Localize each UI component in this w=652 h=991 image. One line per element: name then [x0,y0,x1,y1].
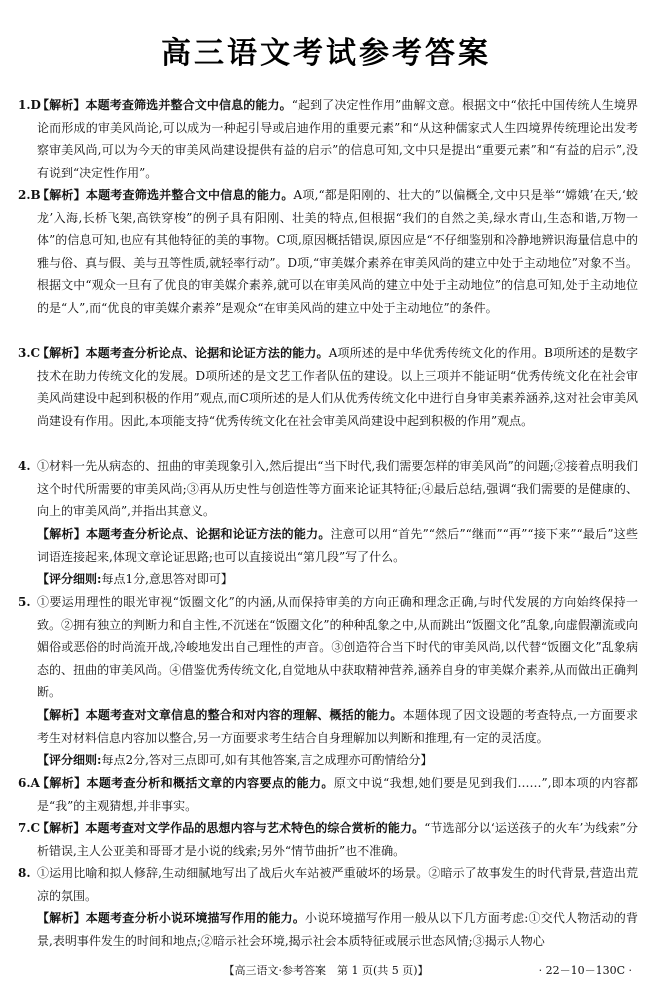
analysis-tag: 【解析】 [37,346,86,360]
scoring-note [18,568,638,591]
analysis-keypoint: 本题考查分析论点、论据和论证方法的能力。 [85,346,329,360]
answer-item [18,94,638,184]
answer-number: 2.B [18,188,41,202]
analysis-keypoint: 本题考查对文章信息的整合和对内容的理解、概括的能力。 [85,708,403,722]
analysis-note [18,704,638,749]
answer-item [18,342,638,455]
analysis-text: 小说环境描写作用一般从以下几方面考虑:①交代人物活动的背景,表明事件发生的时间和地点;②暗示社会环境,揭示社会本质特征或展示世态风情;③揭示人物心 [37,911,638,948]
answer-text: A项,“都是阳刚的、壮大的”以偏概全,文中只是举“‘嫦娥’在天,‘蛟龙’入海,长桥飞架,高铁穿梭”的例子具有阳刚、壮美的特点,但根据“我们的自然之美,绿水青山,生态和谐,万物一体”的信息可知,也应有其他特征的美的事物。C项,原因概括错误,原因应是“不仔细鉴别和冷静地辨识海量信息中的雅与俗、真与假、美与丑等性质,就轻率行动”。D项,“审美媒介素养在审美风尚的建立中处于主动地位”对象不当。根据文中“观众一旦有了优良的审美媒介素养,就可以在审美风尚的建立中处于主动地位”的信息可知,处于主动地位的是“人”,而“优良的审美媒介素养”是观众“在审美风尚的建立中处于主动地位”的条件。 [37,188,638,315]
scoring-text: 每点2分,答对三点即可,如有其他答案,言之成理亦可酌情给分】 [101,753,433,767]
analysis-tag: 【解析】 [37,911,86,925]
analysis-keypoint: 本题考查筛选并整合文中信息的能力。 [85,188,294,202]
answer-item [18,772,638,817]
answer-text: A项所述的是中华优秀传统文化的作用。B项所述的是数字技术在助力传统文化的发展。D项所述的是文艺工作者队伍的建设。以上三项并不能证明“优秀传统文化在社会审美风尚建设中起到积极的作用”观点,而C项所述的是人们从优秀传统文化中进行自身审美素养涵养,这对社会审美风尚建设有作用。因此,本项能支持“优秀传统文化在社会审美风尚建设中起到积极的作用”观点。 [37,346,638,428]
scoring-tag: 【评分细则: [37,753,102,767]
answer-item [18,591,638,704]
analysis-tag: 【解析】 [37,527,86,541]
answer-number: 4. [18,459,31,473]
analysis-text: 注意可以用“首先”“然后”“继而”“再”“接下来”“最后”这些词语连接起来,体现文章论证思路;也可以直接说出“第几段”写了什么。 [37,527,638,564]
answer-number: 5. [18,595,31,609]
analysis-keypoint: 本题考查分析论点、论据和论证方法的能力。 [85,527,331,541]
scoring-tag: 【评分细则: [37,572,102,586]
footer-page-info: 【高三语文·参考答案 第 1 页(共 5 页)】 [223,964,429,977]
analysis-keypoint: 本题考查分析小说环境描写作用的能力。 [85,911,306,925]
analysis-tag: 【解析】 [37,708,86,722]
scoring-note [18,749,638,772]
analysis-keypoint: 本题考查分析和概括文章的内容要点的能力。 [86,776,334,790]
answer-number: 8. [18,866,31,880]
answer-text: ①要运用理性的眼光审视“饭圈文化”的内涵,从而保持审美的方向正确和理念正确,与时代发展的方向始终保持一致。②拥有独立的判断力和自主性,不沉迷在“饭圈文化”的种种乱象之中,从而跳出“饭圈文化”乱象,向虚假潮流或向媚俗或恶俗的时尚流开战,冷峻地发出自己理性的声音。③创造符合当下时代的审美风尚,以代替“饭圈文化”乱象病态的、扭曲的审美风尚。④借鉴优秀传统文化,自觉地从中获取精神营养,涵养自身的审美媒介素养,从而做出正确判断。 [37,595,638,700]
analysis-tag: 【解析】 [37,188,86,202]
analysis-note [18,907,638,952]
scoring-text: 每点1分,意思答对即可】 [101,572,233,586]
answer-text: 原文中说“我想,她们要是见到我们……”,即本项的内容都是“我”的主观猜想,并非事实。 [37,776,638,813]
answer-text: “节选部分以‘运送孩子的火车’为线索”分析错误,主人公亚美和哥哥才是小说的线索;另外“情节曲折”也不准确。 [37,821,638,858]
answer-item [18,862,638,907]
analysis-tag: 【解析】 [37,98,86,112]
answer-list [18,94,638,952]
answer-number: 3.C [18,346,41,360]
footer-code: · 22－10－130C · [538,964,632,977]
analysis-keypoint: 本题考查筛选并整合文中信息的能力。 [85,98,292,112]
answer-text: “起到了决定性作用”曲解文意。根据文中“依托中国传统人生境界论而形成的审美风尚论,可以成为一种起引导或启迪作用的重要元素”和“从这种儒家式人生四境界传统理论出发考察审美风尚,可以为今天的审美风尚建设提供有益的启示”的信息可知,文中只是提出“重要元素”和“有益的启示”,没有说到“决定性作用”。 [37,98,638,180]
answer-number: 7.C [18,821,41,835]
answer-text: ①材料一先从病态的、扭曲的审美现象引入,然后提出“当下时代,我们需要怎样的审美风尚”的问题;②接着点明我们这个时代所需要的审美风尚;③再从历史性与创造性等方面来论证其特征;④最后总结,强调“我们需要的是健康的、向上的审美风尚”,并指出其意义。 [37,459,638,519]
analysis-note [18,523,638,568]
answer-item [18,817,638,862]
answer-item [18,184,638,342]
answer-number: 1.D [18,98,41,112]
analysis-text: 本题体现了因文设题的考查特点,一方面要求考生对材料信息内容加以整合,另一方面要求考生结合自身理解加以判断和推理,有一定的灵活度。 [37,708,638,745]
answer-text: ①运用比喻和拟人修辞,生动细腻地写出了战后火车站被严重破坏的场景。②暗示了故事发生的时代背景,营造出荒凉的氛围。 [37,866,638,903]
analysis-keypoint: 本题考查对文学作品的思想内容与艺术特色的综合赏析的能力。 [85,821,425,835]
page-title: 高三语文考试参考答案 [161,36,491,71]
answer-item [18,455,638,523]
answer-number: 6.A [18,776,40,790]
analysis-tag: 【解析】 [37,821,86,835]
analysis-tag: 【解析】 [37,776,87,790]
